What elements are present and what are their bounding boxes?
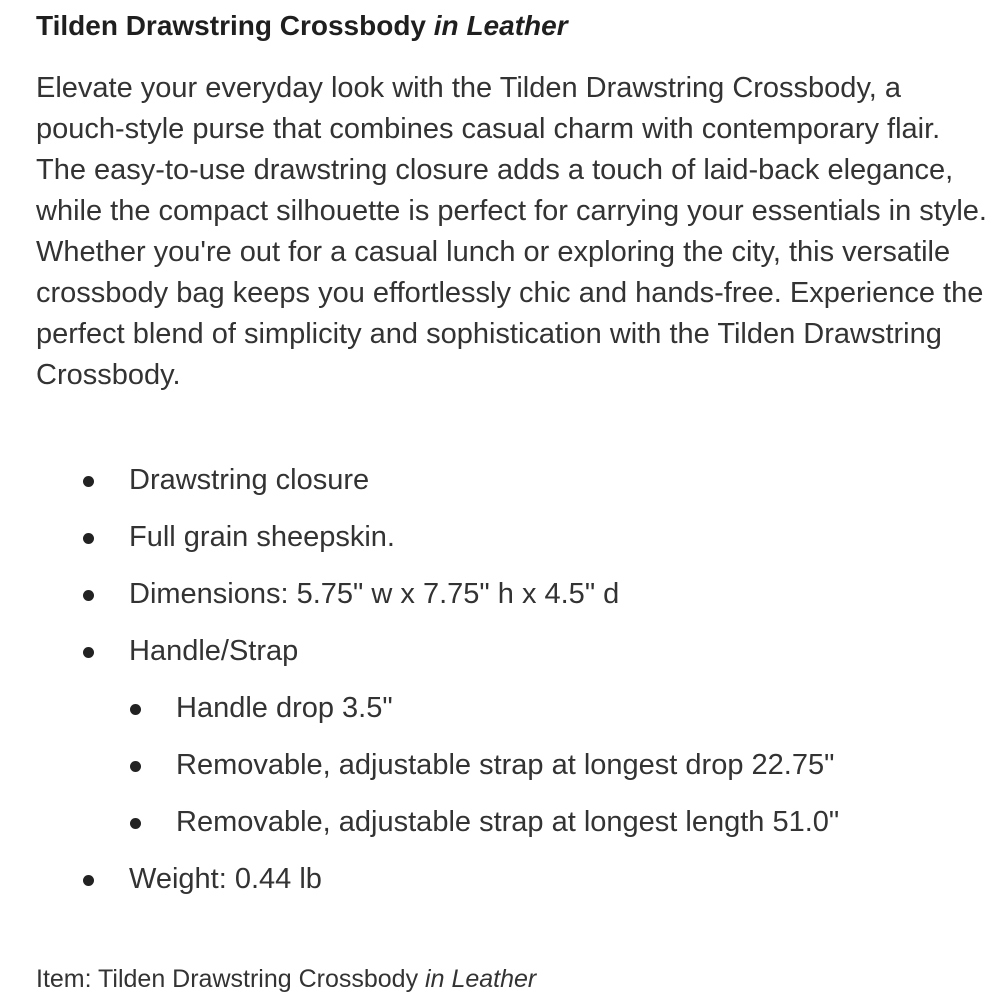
bullet-icon [130,818,141,829]
product-title-name: Tilden Drawstring Crossbody [36,10,426,41]
bullet-icon [83,647,94,658]
feature-text: Weight: 0.44 lb [129,863,322,895]
product-title [36,6,996,46]
bullet-icon [130,704,141,715]
feature-text: Drawstring closure [129,464,370,496]
strap-detail-text: Removable, adjustable strap at longest length 51.0" [176,806,840,838]
list-item [36,623,996,680]
item-label [36,962,536,996]
strap-detail-text: Removable, adjustable strap at longest drop 22.75" [176,749,835,781]
product-title-material: in Leather [433,10,568,41]
feature-text: Dimensions: 5.75" w x 7.75" h x 4.5" d [129,578,620,610]
strap-detail-text: Handle drop 3.5" [176,692,393,724]
sub-list-item [36,737,996,794]
list-item [36,566,996,623]
bullet-icon [83,476,94,487]
list-item [36,851,996,908]
product-description: Elevate your everyday look with the Tilden Drawstring Crossbody, a pouch-style purse that combines casual charm with contemporary flair. The easy-to-use drawstring closure adds a touch of laid-back elegance, while the compact silhouette is perfect for carrying your essentials in style. Whether you're out for a casual lunch or exploring the city, this versatile crossbody bag keeps you effortlessly chic and hands-free. Experience the perfect blend of simplicity and sophistication with the Tilden Drawstring Crossbody. [36,72,987,391]
list-item [36,509,996,566]
list-item [36,452,996,509]
bullet-icon [83,533,94,544]
sub-list-item [36,794,996,851]
bullet-icon [130,761,141,772]
bullet-icon [83,875,94,886]
feature-text: Full grain sheepskin. [129,521,395,553]
item-label-name: Item: Tilden Drawstring Crossbody [36,965,419,993]
bullet-icon [83,590,94,601]
feature-text: Handle/Strap [129,635,299,667]
sub-list-item [36,680,996,737]
item-label-material: in Leather [425,965,537,993]
feature-list [36,452,996,908]
product-details [36,6,996,908]
